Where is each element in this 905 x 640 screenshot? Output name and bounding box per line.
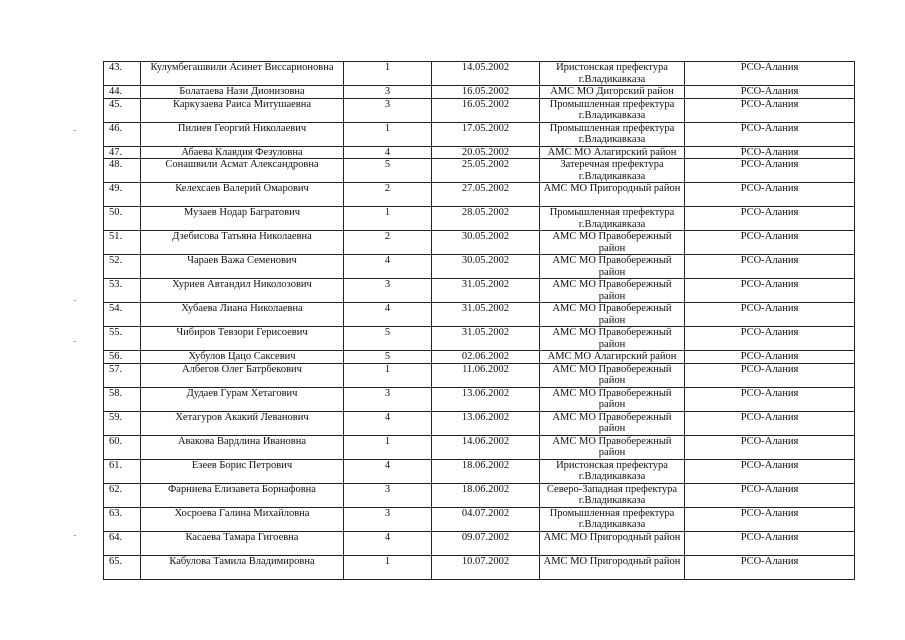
table-row — [104, 411, 855, 435]
records-table-body — [104, 62, 855, 580]
scan-speck — [74, 341, 76, 342]
organization-cell: АМС МО Правобережный район — [540, 279, 685, 303]
category-cell: 3 — [344, 86, 432, 99]
organization-cell: АМС МО Правобережный район — [540, 411, 685, 435]
record-date-cell: 04.07.2002 — [432, 507, 540, 531]
table-row — [104, 363, 855, 387]
region-cell: РСО-Алания — [685, 98, 855, 122]
organization-cell: АМС МО Правобережный район — [540, 363, 685, 387]
organization-cell: Иристонская префектура г.Владикавказа — [540, 459, 685, 483]
organization-cell: АМС МО Правобережный район — [540, 387, 685, 411]
category-cell: 1 — [344, 555, 432, 579]
row-number-cell: 48. — [104, 159, 141, 183]
table-row — [104, 122, 855, 146]
organization-cell: АМС МО Пригородный район — [540, 183, 685, 207]
table-row — [104, 303, 855, 327]
scan-speck — [74, 300, 76, 301]
table-row — [104, 327, 855, 351]
person-name-cell: Хуриев Автандил Николозович — [141, 279, 344, 303]
row-number-cell: 54. — [104, 303, 141, 327]
region-cell: РСО-Алания — [685, 86, 855, 99]
region-cell: РСО-Алания — [685, 255, 855, 279]
person-name-cell: Дудаев Гурам Хетагович — [141, 387, 344, 411]
person-name-cell: Албегов Олег Батрбекович — [141, 363, 344, 387]
person-name-cell: Хубаева Лиана Николаевна — [141, 303, 344, 327]
person-name-cell: Пилиев Георгий Николаевич — [141, 122, 344, 146]
category-cell: 5 — [344, 327, 432, 351]
region-cell: РСО-Алания — [685, 303, 855, 327]
table-row — [104, 351, 855, 364]
region-cell: РСО-Алания — [685, 411, 855, 435]
category-cell: 4 — [344, 255, 432, 279]
row-number-cell: 46. — [104, 122, 141, 146]
row-number-cell: 50. — [104, 207, 141, 231]
row-number-cell: 55. — [104, 327, 141, 351]
organization-cell: Промышленная префектура г.Владикавказа — [540, 207, 685, 231]
row-number-cell: 62. — [104, 483, 141, 507]
row-number-cell: 52. — [104, 255, 141, 279]
region-cell: РСО-Алания — [685, 231, 855, 255]
category-cell: 4 — [344, 411, 432, 435]
record-date-cell: 28.05.2002 — [432, 207, 540, 231]
row-number-cell: 61. — [104, 459, 141, 483]
record-date-cell: 18.06.2002 — [432, 459, 540, 483]
person-name-cell: Кабулова Тамила Владимировна — [141, 555, 344, 579]
category-cell: 3 — [344, 507, 432, 531]
person-name-cell: Каркузаева Раиса Митушаевна — [141, 98, 344, 122]
table-row — [104, 159, 855, 183]
row-number-cell: 53. — [104, 279, 141, 303]
organization-cell: Затеречная префектура г.Владикавказа — [540, 159, 685, 183]
person-name-cell: Болатаева Нази Дионизовна — [141, 86, 344, 99]
person-name-cell: Чараев Важа Семенович — [141, 255, 344, 279]
record-date-cell: 13.06.2002 — [432, 411, 540, 435]
category-cell: 1 — [344, 363, 432, 387]
table-row — [104, 86, 855, 99]
row-number-cell: 58. — [104, 387, 141, 411]
person-name-cell: Дзебисова Татьяна Николаевна — [141, 231, 344, 255]
scan-speck — [74, 535, 76, 536]
person-name-cell: Авакова Вардлина Ивановна — [141, 435, 344, 459]
organization-cell: Иристонская префектура г.Владикавказа — [540, 62, 685, 86]
category-cell: 5 — [344, 351, 432, 364]
record-date-cell: 18.06.2002 — [432, 483, 540, 507]
organization-cell: АМС МО Пригородный район — [540, 531, 685, 555]
region-cell: РСО-Алания — [685, 159, 855, 183]
record-date-cell: 14.05.2002 — [432, 62, 540, 86]
person-name-cell: Хосроева Галина Михайловна — [141, 507, 344, 531]
region-cell: РСО-Алания — [685, 555, 855, 579]
organization-cell: АМС МО Правобережный район — [540, 303, 685, 327]
region-cell: РСО-Алания — [685, 483, 855, 507]
table-row — [104, 483, 855, 507]
table-row — [104, 146, 855, 159]
table-row — [104, 531, 855, 555]
organization-cell: АМС МО Правобережный район — [540, 231, 685, 255]
person-name-cell: Хубулов Цацо Саксевич — [141, 351, 344, 364]
record-date-cell: 02.06.2002 — [432, 351, 540, 364]
record-date-cell: 27.05.2002 — [432, 183, 540, 207]
record-date-cell: 17.05.2002 — [432, 122, 540, 146]
row-number-cell: 51. — [104, 231, 141, 255]
category-cell: 2 — [344, 183, 432, 207]
category-cell: 1 — [344, 435, 432, 459]
region-cell: РСО-Алания — [685, 363, 855, 387]
person-name-cell: Сонашвили Асмат Александровна — [141, 159, 344, 183]
organization-cell: АМС МО Дигорский район — [540, 86, 685, 99]
category-cell: 3 — [344, 279, 432, 303]
region-cell: РСО-Алания — [685, 507, 855, 531]
region-cell: РСО-Алания — [685, 327, 855, 351]
category-cell: 1 — [344, 207, 432, 231]
row-number-cell: 49. — [104, 183, 141, 207]
region-cell: РСО-Алания — [685, 435, 855, 459]
person-name-cell: Келехсаев Валерий Омарович — [141, 183, 344, 207]
row-number-cell: 59. — [104, 411, 141, 435]
person-name-cell: Фарниева Елизавета Борнафовна — [141, 483, 344, 507]
person-name-cell: Музаев Нодар Багратович — [141, 207, 344, 231]
record-date-cell: 11.06.2002 — [432, 363, 540, 387]
row-number-cell: 60. — [104, 435, 141, 459]
region-cell: РСО-Алания — [685, 351, 855, 364]
organization-cell: АМС МО Правобережный район — [540, 435, 685, 459]
person-name-cell: Езеев Борис Петрович — [141, 459, 344, 483]
organization-cell: АМС МО Правобережный район — [540, 255, 685, 279]
region-cell: РСО-Алания — [685, 279, 855, 303]
table-row — [104, 231, 855, 255]
organization-cell: АМС МО Алагирский район — [540, 146, 685, 159]
region-cell: РСО-Алания — [685, 183, 855, 207]
organization-cell: Северо-Западная префектура г.Владикавказа — [540, 483, 685, 507]
table-row — [104, 183, 855, 207]
organization-cell: АМС МО Правобережный район — [540, 327, 685, 351]
region-cell: РСО-Алания — [685, 531, 855, 555]
table-row — [104, 459, 855, 483]
row-number-cell: 43. — [104, 62, 141, 86]
category-cell: 4 — [344, 146, 432, 159]
person-name-cell: Хетагуров Акакий Леванович — [141, 411, 344, 435]
record-date-cell: 31.05.2002 — [432, 327, 540, 351]
row-number-cell: 57. — [104, 363, 141, 387]
region-cell: РСО-Алания — [685, 387, 855, 411]
person-name-cell: Абаева Клавдия Фезуловна — [141, 146, 344, 159]
row-number-cell: 65. — [104, 555, 141, 579]
category-cell: 2 — [344, 231, 432, 255]
table-row — [104, 279, 855, 303]
table-row — [104, 207, 855, 231]
record-date-cell: 09.07.2002 — [432, 531, 540, 555]
category-cell: 4 — [344, 303, 432, 327]
record-date-cell: 31.05.2002 — [432, 303, 540, 327]
record-date-cell: 31.05.2002 — [432, 279, 540, 303]
region-cell: РСО-Алания — [685, 146, 855, 159]
person-name-cell: Касаева Тамара Гигоевна — [141, 531, 344, 555]
organization-cell: Промышленная префектура г.Владикавказа — [540, 122, 685, 146]
organization-cell: Промышленная префектура г.Владикавказа — [540, 507, 685, 531]
scan-speck — [74, 130, 76, 131]
table-row — [104, 555, 855, 579]
table-row — [104, 435, 855, 459]
record-date-cell: 30.05.2002 — [432, 231, 540, 255]
record-date-cell: 13.06.2002 — [432, 387, 540, 411]
category-cell: 3 — [344, 483, 432, 507]
record-date-cell: 16.05.2002 — [432, 98, 540, 122]
category-cell: 1 — [344, 122, 432, 146]
table-row — [104, 62, 855, 86]
category-cell: 1 — [344, 62, 432, 86]
record-date-cell: 16.05.2002 — [432, 86, 540, 99]
table-row — [104, 98, 855, 122]
region-cell: РСО-Алания — [685, 459, 855, 483]
category-cell: 4 — [344, 459, 432, 483]
record-date-cell: 30.05.2002 — [432, 255, 540, 279]
category-cell: 4 — [344, 531, 432, 555]
organization-cell: АМС МО Пригородный район — [540, 555, 685, 579]
record-date-cell: 25.05.2002 — [432, 159, 540, 183]
person-name-cell: Кулумбегашвили Асинет Виссарионовна — [141, 62, 344, 86]
region-cell: РСО-Алания — [685, 122, 855, 146]
row-number-cell: 56. — [104, 351, 141, 364]
region-cell: РСО-Алания — [685, 207, 855, 231]
row-number-cell: 63. — [104, 507, 141, 531]
table-row — [104, 507, 855, 531]
row-number-cell: 44. — [104, 86, 141, 99]
record-date-cell: 14.06.2002 — [432, 435, 540, 459]
record-date-cell: 10.07.2002 — [432, 555, 540, 579]
category-cell: 3 — [344, 387, 432, 411]
record-date-cell: 20.05.2002 — [432, 146, 540, 159]
row-number-cell: 47. — [104, 146, 141, 159]
records-table — [103, 61, 855, 580]
category-cell: 3 — [344, 98, 432, 122]
person-name-cell: Чибиров Тевзори Герисоевич — [141, 327, 344, 351]
table-row — [104, 387, 855, 411]
row-number-cell: 64. — [104, 531, 141, 555]
table-row — [104, 255, 855, 279]
organization-cell: Промышленная префектура г.Владикавказа — [540, 98, 685, 122]
row-number-cell: 45. — [104, 98, 141, 122]
organization-cell: АМС МО Алагирский район — [540, 351, 685, 364]
region-cell: РСО-Алания — [685, 62, 855, 86]
category-cell: 5 — [344, 159, 432, 183]
